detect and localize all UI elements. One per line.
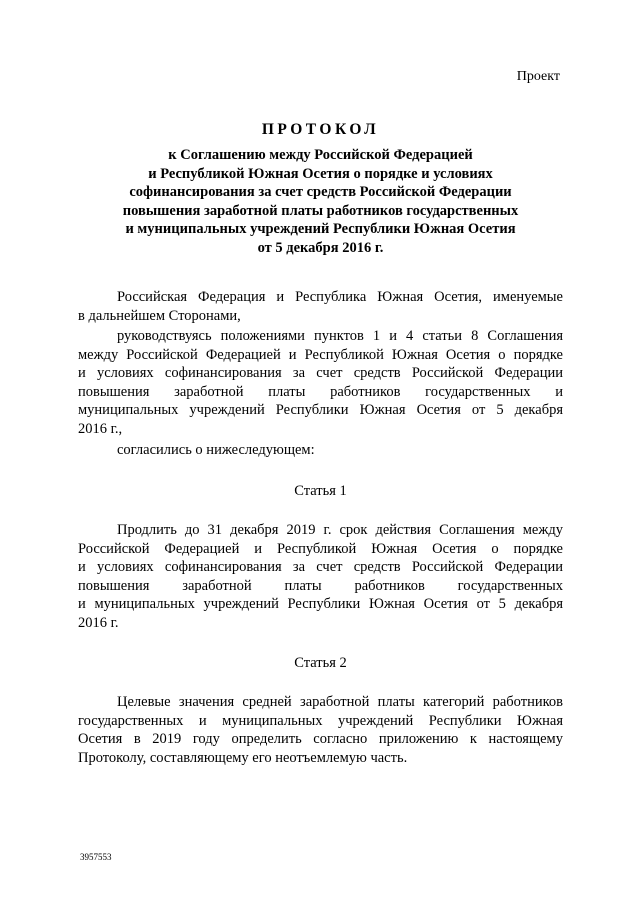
text-line: повышения заработной платы работников государственных <box>78 577 563 594</box>
article-2-text <box>78 693 563 767</box>
subtitle-line: к Соглашению между Российской Федерацией <box>168 147 473 163</box>
text-line: Осетия в 2019 году определить согласно приложению к настоящему <box>78 731 563 748</box>
text-line: в дальнейшем Сторонами, <box>78 307 241 324</box>
text-line: повышения заработной платы работников государственных и <box>78 383 563 400</box>
subtitle-line: и муниципальных учреждений Республики Южная Осетия <box>125 221 516 238</box>
text-line: согласились о нижеследующем: <box>117 442 315 458</box>
document-subtitle <box>78 146 563 258</box>
text-line: муниципальных учреждений Республики Южная Осетия от 5 декабря <box>78 402 563 419</box>
text-line: 2016 г., <box>78 420 123 437</box>
text-line: и муниципальных учреждений Республики Южная Осетия от 5 декабря <box>78 596 563 613</box>
document-code: 3957553 <box>80 852 112 862</box>
text-line: и условиях софинансирования за счет средств Российской Федерации <box>78 559 563 576</box>
text-line: и условиях софинансирования за счет средств Российской Федерации <box>78 365 563 382</box>
text-line: государственных и муниципальных учреждений Республики Южная <box>78 712 563 729</box>
title-block <box>78 120 563 258</box>
subtitle-line: повышения заработной платы работников государственных <box>122 202 519 219</box>
text-line: 2016 г. <box>78 614 119 631</box>
subtitle-line: софинансирования за счет средств Российской Федерации <box>129 184 512 201</box>
preamble-paragraph-3 <box>78 441 563 460</box>
article-2-heading: Статья 2 <box>294 655 347 671</box>
subtitle-line: и Республикой Южная Осетия о порядке и условиях <box>148 165 493 182</box>
text-line: Протоколу, составляющему его неотъемлемую часть. <box>78 749 408 766</box>
article-1-text <box>78 521 563 633</box>
document-title: ПРОТОКОЛ <box>261 121 380 138</box>
text-line: Целевые значения средней заработной платы категорий работников <box>117 694 563 710</box>
draft-stamp: Проект <box>516 69 560 84</box>
text-line: руководствуясь положениями пунктов 1 и 4 статьи 8 Соглашения <box>117 328 563 344</box>
text-line: между Российской Федерацией и Республикой Южная Осетия о порядке <box>78 346 563 363</box>
preamble-paragraph-2 <box>78 327 563 439</box>
article-1-heading: Статья 1 <box>294 483 347 499</box>
text-line: Российской Федерацией и Республикой Южная Осетия о порядке <box>78 540 563 557</box>
text-line: Российская Федерация и Республика Южная Осетия, именуемые <box>117 289 563 305</box>
subtitle-line: от 5 декабря 2016 г. <box>257 239 384 256</box>
text-line: Продлить до 31 декабря 2019 г. срок действия Соглашения между <box>117 522 563 538</box>
preamble-paragraph-1 <box>78 288 563 325</box>
